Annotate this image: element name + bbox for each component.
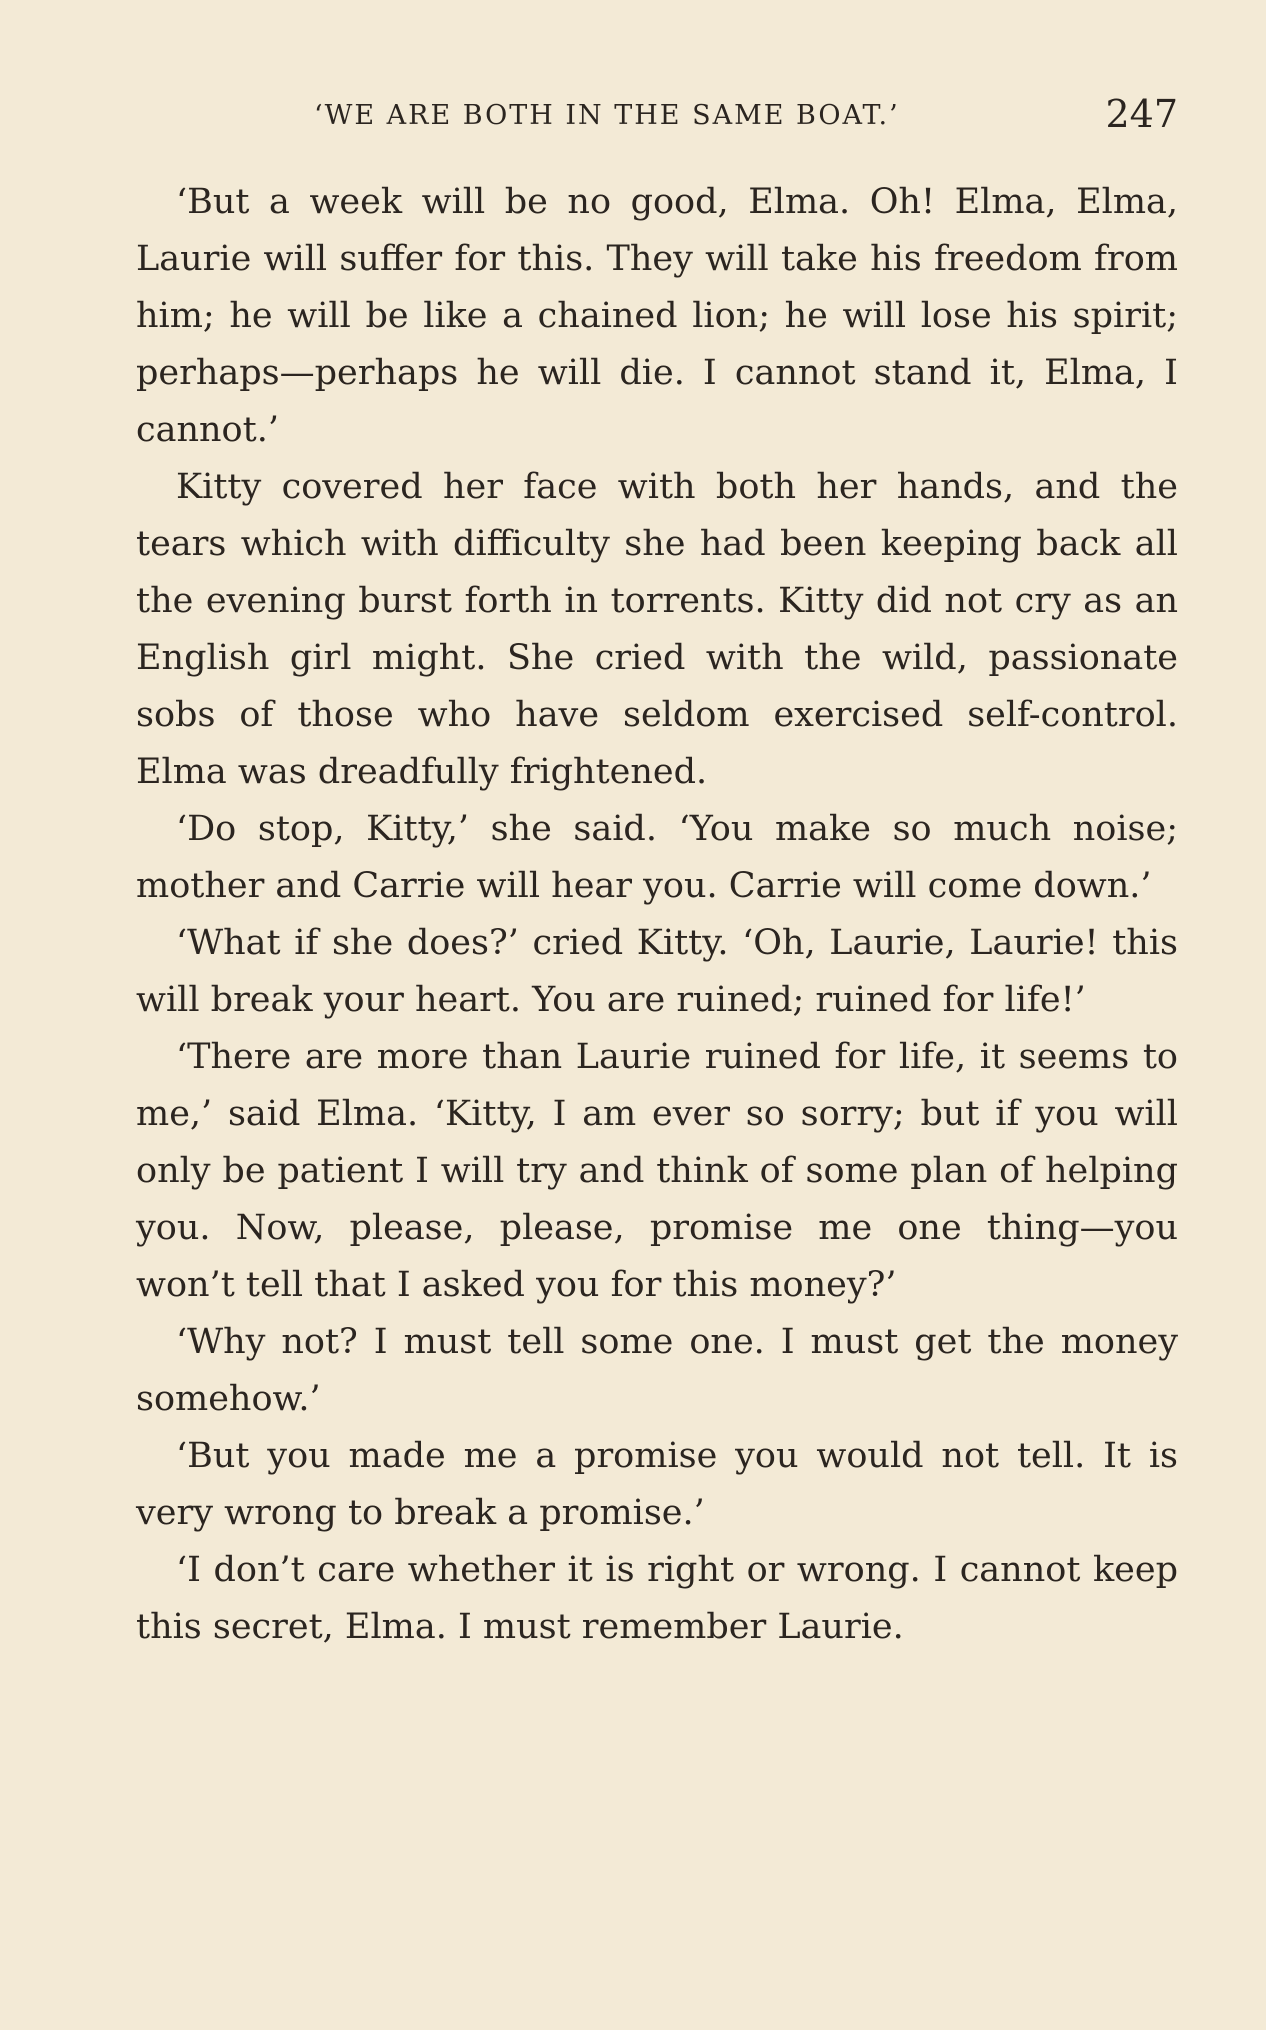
page-number: 247 (1105, 92, 1178, 136)
running-head: ‘WE ARE BOTH IN THE SAME BOAT.’ (314, 100, 900, 131)
body-text (136, 174, 1178, 1656)
paragraph: ‘But you made me a promise you would not tell. It is very wrong to break a promise.’ (136, 1436, 1178, 1533)
page-header (136, 92, 1178, 142)
paragraph: ‘Why not? I must tell some one. I must get the money somehow.’ (136, 1322, 1178, 1419)
paragraph: ‘What if she does?’ cried Kitty. ‘Oh, Laurie, Laurie! this will break your heart. You are ruined; ruined for life!’ (136, 923, 1178, 1020)
paragraph: ‘Do stop, Kitty,’ she said. ‘You make so much noise; mother and Carrie will hear you. Carrie will come down.’ (136, 809, 1178, 906)
paragraph: ‘I don’t care whether it is right or wrong. I cannot keep this secret, Elma. I must remember Laurie. (136, 1550, 1178, 1647)
paragraph: ‘But a week will be no good, Elma. Oh! Elma, Elma, Laurie will suffer for this. They will take his freedom from him; he will be like a chained lion; he will lose his spirit; perhaps—perhaps he will die. I cannot stand it, Elma, I cannot.’ (136, 182, 1178, 450)
paragraph: Kitty covered her face with both her hands, and the tears which with difficulty she had been keeping back all the evening burst forth in torrents. Kitty did not cry as an English girl might. She cried with the wild, passionate sobs of those who have seldom exercised self-control. Elma was dreadfully frightened. (136, 467, 1178, 792)
paragraph: ‘There are more than Laurie ruined for life, it seems to me,’ said Elma. ‘Kitty, I am ever so sorry; but if you will only be patient I will try and think of some plan of helping you. Now, please, please, promise me one thing—you won’t tell that I asked you for this money?’ (136, 1037, 1178, 1305)
